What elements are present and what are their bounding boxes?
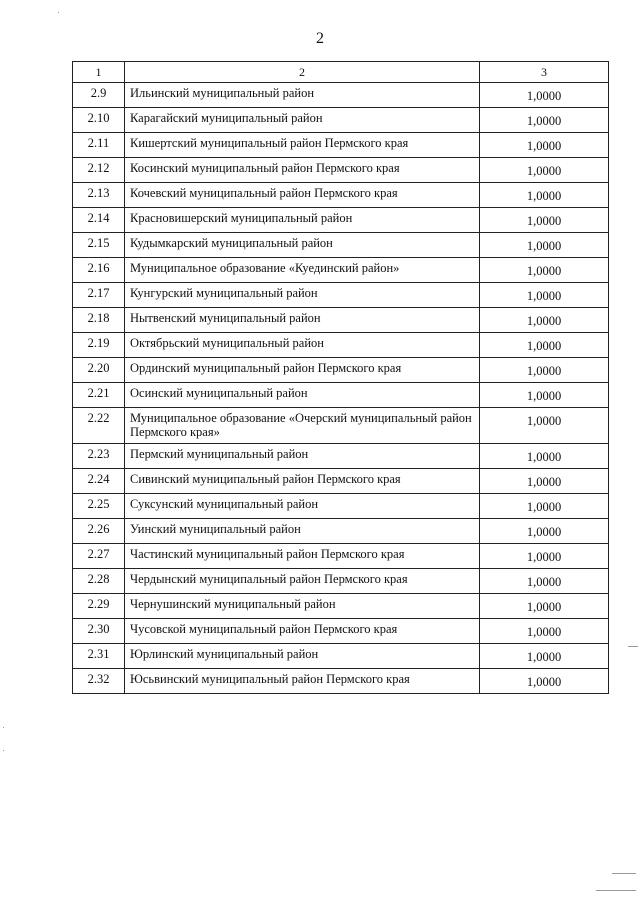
table-row <box>73 619 609 644</box>
row-name-cell: Частинский муниципальный район Пермского края <box>125 544 480 569</box>
row-value-cell: 1,0000 <box>480 83 609 108</box>
row-name-cell: Кудымкарский муниципальный район <box>125 233 480 258</box>
page-number: 2 <box>316 30 324 47</box>
row-value-cell: 1,0000 <box>480 383 609 408</box>
row-name-cell: Чердынский муниципальный район Пермского края <box>125 569 480 594</box>
table-header-row <box>73 62 609 83</box>
row-name-cell: Юрлинский муниципальный район <box>125 644 480 669</box>
row-value-cell: 1,0000 <box>480 544 609 569</box>
scan-mark <box>612 873 636 874</box>
row-name-cell: Муниципальное образование «Очерский муниципальный район Пермского края» <box>125 408 480 444</box>
table-row <box>73 544 609 569</box>
row-value-cell: 1,0000 <box>480 469 609 494</box>
row-number-cell: 2.13 <box>73 183 125 208</box>
row-number-cell: 2.21 <box>73 383 125 408</box>
row-number-cell: 2.25 <box>73 494 125 519</box>
row-number-cell: 2.29 <box>73 594 125 619</box>
table-row <box>73 308 609 333</box>
row-number-cell: 2.10 <box>73 108 125 133</box>
table-row <box>73 258 609 283</box>
row-name-cell: Октябрьский муниципальный район <box>125 333 480 358</box>
row-value-cell: 1,0000 <box>480 644 609 669</box>
table-row <box>73 383 609 408</box>
table-row <box>73 569 609 594</box>
row-number-cell: 2.24 <box>73 469 125 494</box>
table-row <box>73 158 609 183</box>
row-number-cell: 2.23 <box>73 444 125 469</box>
row-value-cell: 1,0000 <box>480 519 609 544</box>
table-row <box>73 444 609 469</box>
row-number-cell: 2.15 <box>73 233 125 258</box>
table-row <box>73 183 609 208</box>
row-number-cell: 2.9 <box>73 83 125 108</box>
row-value-cell: 1,0000 <box>480 619 609 644</box>
row-number-cell: 2.27 <box>73 544 125 569</box>
header-col-3: 3 <box>480 62 609 83</box>
table-row <box>73 233 609 258</box>
scan-mark <box>596 890 636 891</box>
table-row <box>73 133 609 158</box>
row-number-cell: 2.28 <box>73 569 125 594</box>
row-name-cell: Муниципальное образование «Куединский район» <box>125 258 480 283</box>
row-value-cell: 1,0000 <box>480 408 609 444</box>
row-value-cell: 1,0000 <box>480 108 609 133</box>
row-name-cell: Чусовской муниципальный район Пермского края <box>125 619 480 644</box>
row-number-cell: 2.30 <box>73 619 125 644</box>
row-value-cell: 1,0000 <box>480 333 609 358</box>
row-number-cell: 2.20 <box>73 358 125 383</box>
table-row <box>73 408 609 444</box>
row-number-cell: 2.22 <box>73 408 125 444</box>
table-body <box>73 83 609 694</box>
table-row <box>73 594 609 619</box>
table-row <box>73 333 609 358</box>
row-number-cell: 2.11 <box>73 133 125 158</box>
table-row <box>73 83 609 108</box>
table-row <box>73 108 609 133</box>
row-value-cell: 1,0000 <box>480 358 609 383</box>
row-value-cell: 1,0000 <box>480 233 609 258</box>
table-row <box>73 358 609 383</box>
table-row <box>73 494 609 519</box>
row-number-cell: 2.17 <box>73 283 125 308</box>
table-row <box>73 669 609 694</box>
row-name-cell: Юсьвинский муниципальный район Пермского края <box>125 669 480 694</box>
row-name-cell: Кочевский муниципальный район Пермского края <box>125 183 480 208</box>
row-name-cell: Нытвенский муниципальный район <box>125 308 480 333</box>
row-value-cell: 1,0000 <box>480 594 609 619</box>
row-value-cell: 1,0000 <box>480 208 609 233</box>
row-name-cell: Карагайский муниципальный район <box>125 108 480 133</box>
row-value-cell: 1,0000 <box>480 669 609 694</box>
scan-mark <box>628 646 638 647</box>
row-value-cell: 1,0000 <box>480 494 609 519</box>
row-value-cell: 1,0000 <box>480 283 609 308</box>
row-name-cell: Суксунский муниципальный район <box>125 494 480 519</box>
table-row <box>73 469 609 494</box>
scan-mark <box>3 727 4 728</box>
row-value-cell: 1,0000 <box>480 308 609 333</box>
row-number-cell: 2.16 <box>73 258 125 283</box>
row-name-cell: Кишертский муниципальный район Пермского края <box>125 133 480 158</box>
row-value-cell: 1,0000 <box>480 444 609 469</box>
table-row <box>73 519 609 544</box>
table-header <box>73 62 609 83</box>
row-name-cell: Чернушинский муниципальный район <box>125 594 480 619</box>
header-col-1: 1 <box>73 62 125 83</box>
row-number-cell: 2.12 <box>73 158 125 183</box>
row-name-cell: Уинский муниципальный район <box>125 519 480 544</box>
row-name-cell: Осинский муниципальный район <box>125 383 480 408</box>
scan-mark <box>58 12 59 13</box>
table-row <box>73 208 609 233</box>
row-name-cell: Красновишерский муниципальный район <box>125 208 480 233</box>
row-number-cell: 2.19 <box>73 333 125 358</box>
row-value-cell: 1,0000 <box>480 258 609 283</box>
row-name-cell: Ординский муниципальный район Пермского края <box>125 358 480 383</box>
row-name-cell: Пермский муниципальный район <box>125 444 480 469</box>
header-col-2: 2 <box>125 62 480 83</box>
row-number-cell: 2.32 <box>73 669 125 694</box>
row-name-cell: Кунгурский муниципальный район <box>125 283 480 308</box>
scan-mark <box>3 750 4 751</box>
table-row <box>73 283 609 308</box>
row-number-cell: 2.14 <box>73 208 125 233</box>
row-name-cell: Косинский муниципальный район Пермского края <box>125 158 480 183</box>
row-value-cell: 1,0000 <box>480 183 609 208</box>
row-value-cell: 1,0000 <box>480 569 609 594</box>
table-row <box>73 644 609 669</box>
row-value-cell: 1,0000 <box>480 158 609 183</box>
row-value-cell: 1,0000 <box>480 133 609 158</box>
row-number-cell: 2.18 <box>73 308 125 333</box>
row-number-cell: 2.31 <box>73 644 125 669</box>
row-name-cell: Сивинский муниципальный район Пермского края <box>125 469 480 494</box>
row-number-cell: 2.26 <box>73 519 125 544</box>
data-table <box>72 61 609 694</box>
row-name-cell: Ильинский муниципальный район <box>125 83 480 108</box>
